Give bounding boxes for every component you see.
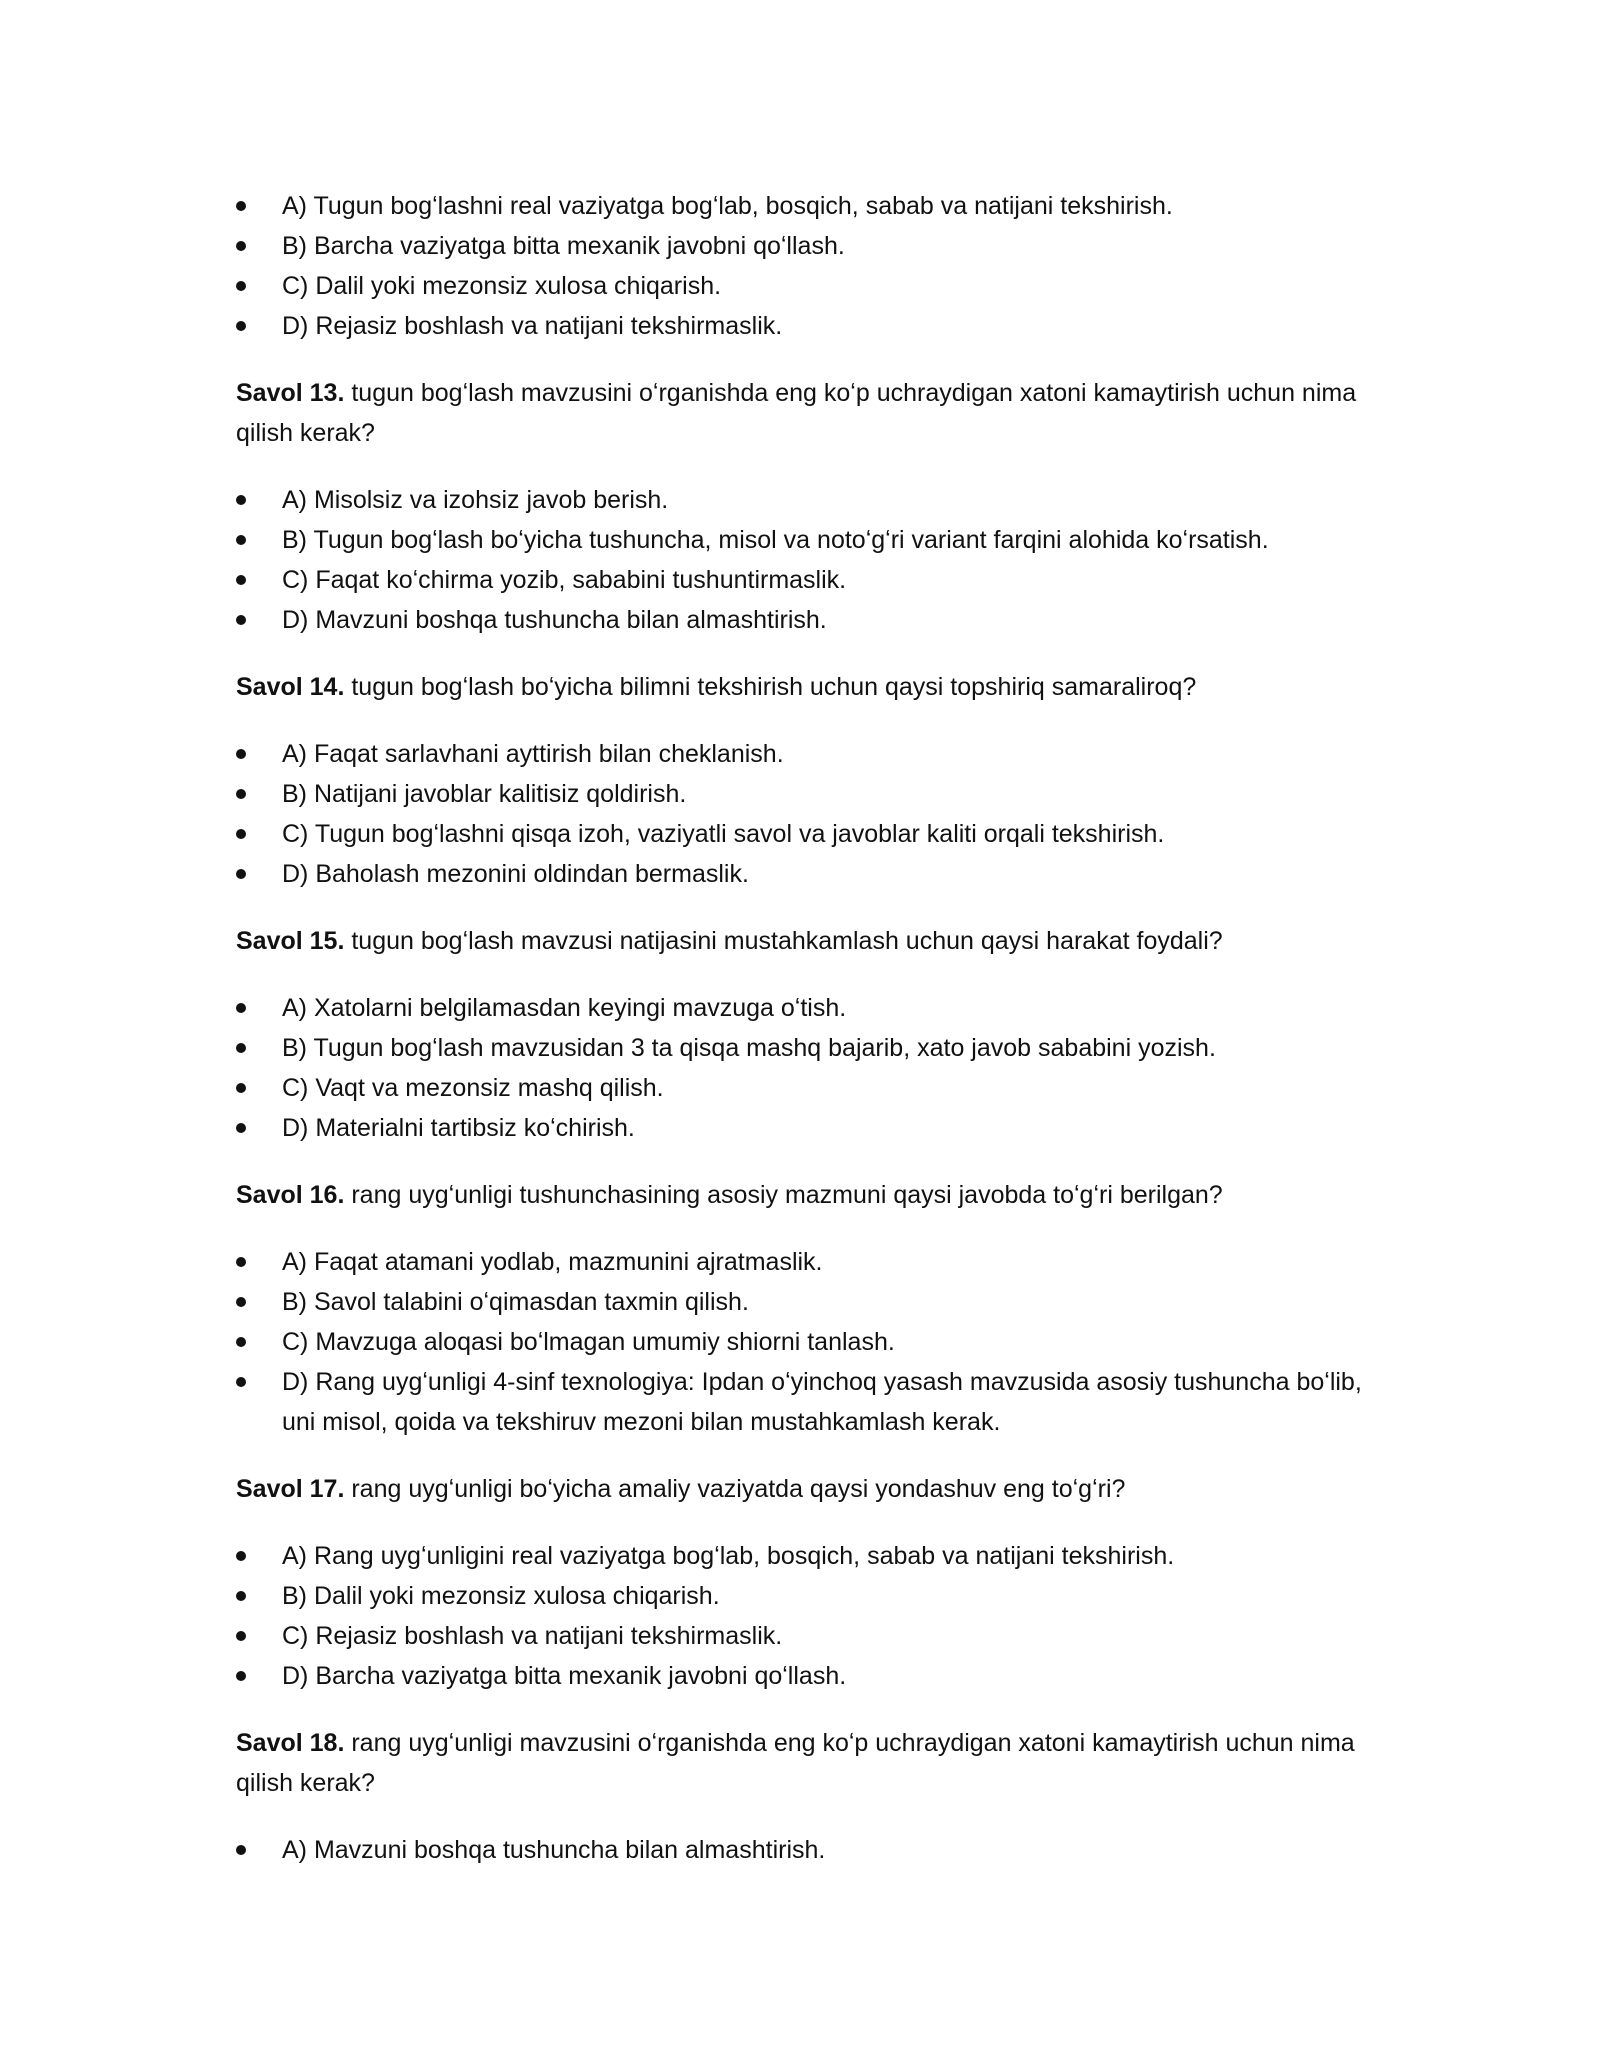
question-number: Savol 17.: [236, 1475, 345, 1503]
option-text: A) Xatolarni belgilamasdan keyingi mavzuga oʻtish.: [282, 994, 847, 1022]
option-item: [236, 1576, 1366, 1616]
option-item: [236, 1362, 1366, 1442]
option-item: [236, 600, 1366, 640]
option-item: [236, 226, 1366, 266]
option-text: B) Natijani javoblar kalitisiz qoldirish.: [282, 780, 687, 808]
option-text: A) Rang uygʻunligini real vaziyatga bogʻlab, bosqich, sabab va natijani tekshirish.: [282, 1542, 1175, 1570]
question-text: rang uygʻunligi mavzusini oʻrganishda eng koʻp uchraydigan xatoni kamaytirish uchun nima qilish kerak?: [236, 1729, 1355, 1797]
option-item: [236, 560, 1366, 600]
option-item: [236, 186, 1366, 226]
question-savol-15: [236, 921, 1366, 961]
option-text: A) Faqat sarlavhani ayttirish bilan cheklanish.: [282, 740, 784, 768]
option-item: [236, 1656, 1366, 1696]
bullet-icon: [236, 201, 246, 211]
bullet-icon: [236, 789, 246, 799]
option-text: D) Rejasiz boshlash va natijani tekshirmaslik.: [282, 312, 783, 340]
option-item: [236, 814, 1366, 854]
bullet-icon: [236, 1845, 246, 1855]
bullet-icon: [236, 1377, 246, 1387]
bullet-icon: [236, 869, 246, 879]
question-number: Savol 13.: [236, 379, 345, 407]
option-text: B) Dalil yoki mezonsiz xulosa chiqarish.: [282, 1582, 720, 1610]
option-text: B) Tugun bogʻlash boʻyicha tushuncha, misol va notoʻgʻri variant farqini alohida koʻrsatish.: [282, 526, 1269, 554]
bullet-icon: [236, 1043, 246, 1053]
bullet-icon: [236, 1297, 246, 1307]
bullet-icon: [236, 281, 246, 291]
option-text: B) Tugun bogʻlash mavzusidan 3 ta qisqa mashq bajarib, xato javob sababini yozish.: [282, 1034, 1216, 1062]
option-item: [236, 1242, 1366, 1282]
bullet-icon: [236, 575, 246, 585]
option-text: D) Mavzuni boshqa tushuncha bilan almashtirish.: [282, 606, 827, 634]
bullet-icon: [236, 1083, 246, 1093]
option-text: A) Misolsiz va izohsiz javob berish.: [282, 486, 669, 514]
option-item: [236, 306, 1366, 346]
question-text: rang uygʻunligi tushunchasining asosiy mazmuni qaysi javobda toʻgʻri berilgan?: [344, 1181, 1223, 1209]
bullet-icon: [236, 1337, 246, 1347]
option-list: [236, 988, 1366, 1148]
bullet-icon: [236, 1257, 246, 1267]
option-item: [236, 734, 1366, 774]
option-item: [236, 854, 1366, 894]
document-content: [236, 186, 1366, 1870]
option-list: [236, 480, 1366, 640]
bullet-icon: [236, 829, 246, 839]
question-savol-13: [236, 373, 1366, 453]
bullet-icon: [236, 1123, 246, 1133]
option-text: B) Barcha vaziyatga bitta mexanik javobni qoʻllash.: [282, 232, 845, 260]
option-text: D) Baholash mezonini oldindan bermaslik.: [282, 860, 749, 888]
option-list: [236, 1830, 1366, 1870]
bullet-icon: [236, 1551, 246, 1561]
option-list: [236, 734, 1366, 894]
question-number: Savol 15.: [236, 927, 345, 955]
question-text: tugun bogʻlash mavzusini oʻrganishda eng koʻp uchraydigan xatoni kamaytirish uchun nima qilish kerak?: [236, 379, 1357, 447]
option-item: [236, 1536, 1366, 1576]
bullet-icon: [236, 241, 246, 251]
option-text: A) Faqat atamani yodlab, mazmunini ajratmaslik.: [282, 1248, 823, 1276]
option-item: [236, 1028, 1366, 1068]
option-text: D) Materialni tartibsiz koʻchirish.: [282, 1114, 635, 1142]
question-savol-17: [236, 1469, 1366, 1509]
question-savol-14: [236, 667, 1366, 707]
question-number: Savol 14.: [236, 673, 345, 701]
option-item: [236, 988, 1366, 1028]
option-item: [236, 1282, 1366, 1322]
bullet-icon: [236, 1591, 246, 1601]
option-item: [236, 266, 1366, 306]
bullet-icon: [236, 1003, 246, 1013]
option-text: C) Tugun bogʻlashni qisqa izoh, vaziyatli savol va javoblar kaliti orqali tekshirish.: [282, 820, 1165, 848]
option-item: [236, 1108, 1366, 1148]
option-text: C) Dalil yoki mezonsiz xulosa chiqarish.: [282, 272, 722, 300]
bullet-icon: [236, 1671, 246, 1681]
option-text: A) Tugun bogʻlashni real vaziyatga bogʻlab, bosqich, sabab va natijani tekshirish.: [282, 192, 1173, 220]
option-list: [236, 1536, 1366, 1696]
question-text: tugun bogʻlash boʻyicha bilimni tekshirish uchun qaysi topshiriq samaraliroq?: [344, 673, 1197, 701]
option-text: C) Mavzuga aloqasi boʻlmagan umumiy shiorni tanlash.: [282, 1328, 895, 1356]
question-savol-18: [236, 1723, 1366, 1803]
option-item: [236, 1616, 1366, 1656]
option-item: [236, 774, 1366, 814]
option-item: [236, 480, 1366, 520]
question-number: Savol 16.: [236, 1181, 345, 1209]
option-text: C) Faqat koʻchirma yozib, sababini tushuntirmaslik.: [282, 566, 847, 594]
bullet-icon: [236, 1631, 246, 1641]
option-item: [236, 1830, 1366, 1870]
option-text: C) Vaqt va mezonsiz mashq qilish.: [282, 1074, 664, 1102]
option-text: D) Rang uygʻunligi 4-sinf texnologiya: Ipdan oʻyinchoq yasash mavzusida asosiy tushuncha boʻlib, uni misol, qoida va tekshiruv mezoni bilan mustahkamlash kerak.: [282, 1368, 1362, 1436]
bullet-icon: [236, 321, 246, 331]
bullet-icon: [236, 535, 246, 545]
question-number: Savol 18.: [236, 1729, 345, 1757]
bullet-icon: [236, 749, 246, 759]
option-text: B) Savol talabini oʻqimasdan taxmin qilish.: [282, 1288, 749, 1316]
option-text: A) Mavzuni boshqa tushuncha bilan almashtirish.: [282, 1836, 826, 1864]
option-item: [236, 1322, 1366, 1362]
question-text: tugun bogʻlash mavzusi natijasini mustahkamlash uchun qaysi harakat foydali?: [344, 927, 1223, 955]
option-item: [236, 520, 1366, 560]
option-list: [236, 186, 1366, 346]
option-text: D) Barcha vaziyatga bitta mexanik javobni qoʻllash.: [282, 1662, 847, 1690]
question-text: rang uygʻunligi boʻyicha amaliy vaziyatda qaysi yondashuv eng toʻgʻri?: [344, 1475, 1126, 1503]
option-list: [236, 1242, 1366, 1442]
bullet-icon: [236, 615, 246, 625]
bullet-icon: [236, 495, 246, 505]
option-item: [236, 1068, 1366, 1108]
option-text: C) Rejasiz boshlash va natijani tekshirmaslik.: [282, 1622, 783, 1650]
question-savol-16: [236, 1175, 1366, 1215]
